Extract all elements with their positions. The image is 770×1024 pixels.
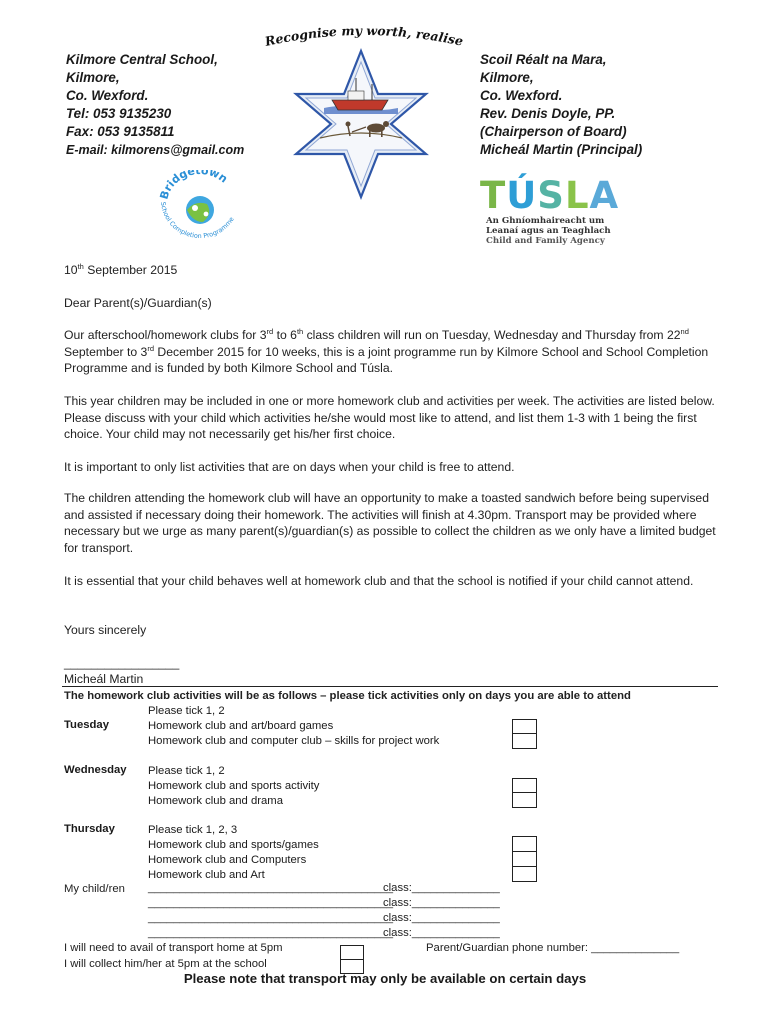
form-heading: The homework club activities will be as follows – please tick activities only on days you are able to attend (64, 690, 631, 702)
thursday-option-3-checkbox[interactable] (512, 866, 537, 882)
fax: Fax: 053 9135811 (66, 124, 175, 139)
address-town-right: Kilmore, (480, 70, 534, 85)
tusla-subtitle: An Ghníomhaireacht um Leanaí agus an Teaghlach Child and Family Agency (486, 216, 611, 246)
closing: Yours sincerely (64, 623, 147, 637)
wednesday-instruction: Please tick 1, 2 (148, 765, 225, 777)
tusla-wordmark: TÚSLA (480, 174, 620, 217)
day-label-wednesday: Wednesday (64, 764, 127, 776)
day-label-thursday: Thursday (64, 823, 115, 835)
wednesday-option-2-checkbox[interactable] (512, 792, 537, 808)
child-name-field[interactable]: _______________________________________ (148, 912, 394, 924)
wednesday-options (148, 764, 319, 809)
child-class-field[interactable]: class:______________ (383, 927, 500, 939)
thursday-instruction: Please tick 1, 2, 3 (148, 824, 238, 836)
school-address-right (480, 51, 642, 159)
tuesday-option-2-checkbox[interactable] (512, 733, 537, 749)
child-class-field[interactable]: class:______________ (383, 882, 500, 894)
principal-name: Micheál Martin (Principal) (480, 142, 643, 157)
paragraph-behaviour: It is essential that your child behaves well at homework club and that the school is notified if your child cannot attend. (64, 574, 694, 588)
email-address[interactable]: E-mail: kilmorens@gmail.com (66, 143, 245, 157)
school-address-left (66, 51, 244, 159)
thursday-option-2: Homework club and Computers (148, 854, 307, 866)
address-town: Kilmore, (66, 70, 120, 85)
svg-text:Bridgetown (157, 170, 230, 201)
telephone: Tel: 053 9135230 (66, 106, 172, 121)
school-name: Kilmore Central School, (66, 52, 218, 67)
thursday-options (148, 823, 319, 883)
wednesday-option-1: Homework club and sports activity (148, 780, 320, 792)
thursday-option-3: Homework club and Art (148, 869, 265, 881)
paragraph-schedule: Our afterschool/homework clubs for 3rd to 6th class children will run on Tuesday, Wednesday and Thursday from 22nd September to 3rd December 2015 for 10 weeks, this is a joint programme run by Kilmore School and School Completion Programme and is funded by both Kilmore School and Túsla. (64, 327, 709, 375)
wednesday-option-2: Homework club and drama (148, 795, 283, 807)
paragraph-activities: This year children may be included in one or more homework club and activities per week. The activities are listed below. Please discuss with your child which activities he/she would most like to attend, and list them 1-3 with 1 being the first choice. Your child may not necessarily get his/her first choice. (64, 394, 715, 441)
child-class-field[interactable]: class:______________ (383, 897, 500, 909)
bridgetown-logo (155, 170, 245, 248)
thursday-option-1: Homework club and sports/games (148, 839, 319, 851)
tuesday-option-1: Homework club and art/board games (148, 720, 334, 732)
tuesday-options (148, 704, 439, 749)
child-name-field[interactable]: _______________________________________ (148, 897, 394, 909)
irish-school-name: Scoil Réalt na Mara, (480, 52, 607, 67)
chairperson-name: Rev. Denis Doyle, PP. (480, 106, 616, 121)
school-crest (290, 48, 432, 200)
signature-line: _________________ (64, 656, 180, 670)
divider (62, 686, 718, 687)
child-class-field[interactable]: class:______________ (383, 912, 500, 924)
address-county-right: Co. Wexford. (480, 88, 563, 103)
paragraph-sandwich-transport: The children attending the homework club will have an opportunity to make a toasted sandwich before being supervised and assisted if necessary doing their homework. The activities will finish at 4.30pm. Transport may be provided where necessary but we urge as many parent(s)/guardian(s) as possible to collect the children as we only have a limited budget for transport. (64, 491, 716, 555)
paragraph-days: It is important to only list activities that are on days when your child is free to attend. (64, 460, 515, 474)
salutation: Dear Parent(s)/Guardian(s) (64, 296, 212, 310)
tuesday-instruction: Please tick 1, 2 (148, 705, 225, 717)
thursday-option-1-checkbox[interactable] (512, 836, 537, 852)
child-name-field[interactable]: _______________________________________ (148, 927, 394, 939)
transport-checkbox[interactable] (340, 945, 364, 960)
bridgetown-subtitle: School Completion Programme (159, 201, 236, 241)
signer-name: Micheál Martin (64, 672, 144, 686)
bridgetown-title: Bridgetown (157, 170, 231, 201)
transport-note: Please note that transport may only be available on certain days (183, 971, 587, 986)
motto-text: Recognise my worth, realise my potential (255, 10, 465, 49)
tuesday-option-2: Homework club and computer club – skills for project work (148, 735, 440, 747)
transport-label: I will need to avail of transport home at 5pm (64, 942, 283, 954)
child-name-field[interactable]: _______________________________________ (148, 882, 394, 894)
tusla-logo (480, 176, 630, 250)
children-label: My child/ren (64, 883, 125, 895)
phone-number-field[interactable]: Parent/Guardian phone number: ______________ (426, 942, 680, 954)
chairperson-title: (Chairperson of Board) (480, 124, 627, 139)
thursday-option-2-checkbox[interactable] (512, 851, 537, 867)
letter-date: 10th September 2015 (64, 262, 178, 277)
collect-label: I will collect him/her at 5pm at the school (64, 958, 267, 970)
day-label-tuesday: Tuesday (64, 719, 109, 731)
address-county: Co. Wexford. (66, 88, 149, 103)
